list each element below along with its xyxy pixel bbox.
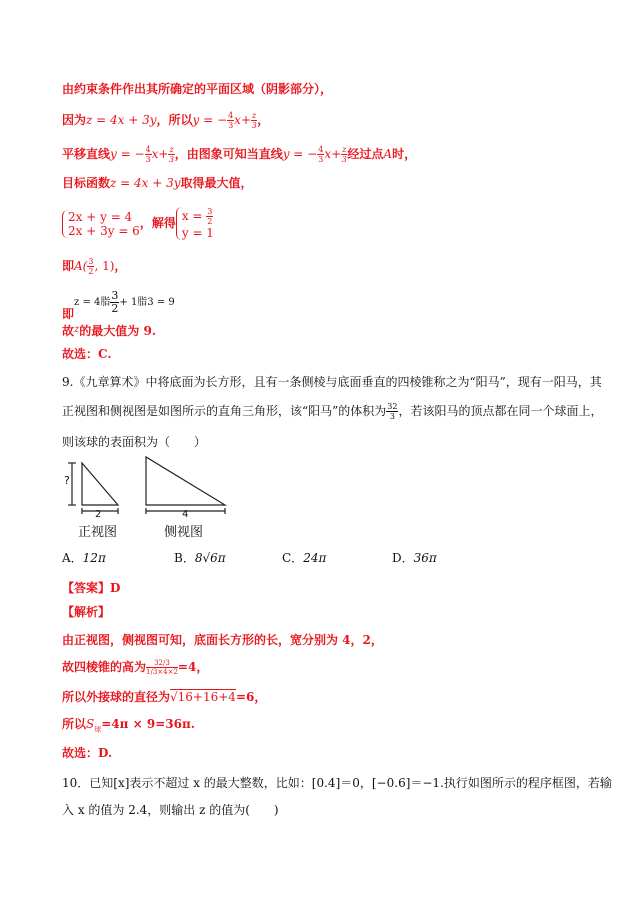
question-10-line-2: 入 x 的值为 2.4，则输出 z 的值为( ) (62, 803, 279, 817)
question-9-options (62, 550, 582, 568)
solution-line-max: 目标函数z = 4x + 3y取得最大值， (62, 176, 253, 190)
front-view-triangle (68, 463, 118, 514)
option-c[interactable]: C．24π (282, 551, 327, 565)
equation-system-1: 2x + y = 4 2x + 3y = 6 (62, 210, 140, 238)
solution-line-objective: 因为z = 4x + 3y，所以y = − $\frac{4}{3}$ x+ $\frac{z}{3}$ ， (62, 111, 270, 130)
solution-line-region: 由约束条件作出其所确定的平面区域（阴影部分）， (62, 82, 333, 96)
question-9-line-3: 则该球的表面积为（ ） (62, 435, 207, 449)
analysis-line-2: 故四棱锥的高为 $\frac{32/3}{1/3\times 4\times 2}$ =4， (62, 659, 209, 676)
analysis-label: 【解析】 (62, 605, 111, 619)
question-9-line-2: 正视图和侧视图是如图所示的直角三角形，该“阳马”的体积为 $\frac{32}{3}$ ，若该阳马的顶点都在同一个球面上， (62, 402, 603, 421)
side-view-caption: 侧视图 (164, 525, 204, 540)
front-view-base-label: 2 (95, 509, 102, 520)
front-view-height-label: ? (64, 474, 70, 487)
front-view-caption: 正视图 (78, 525, 118, 540)
option-a[interactable]: A．12π (62, 551, 106, 565)
solution-line-point: 即A( $\frac{3}{2}$ , 1)， (62, 257, 127, 276)
analysis-line-5: 故选：D. (62, 746, 113, 760)
option-d[interactable]: D．36π (392, 551, 437, 565)
equation-system-2: x = $\frac{3}{2}$ y = 1 (176, 207, 214, 240)
option-b[interactable]: B．8√6π (174, 551, 226, 565)
solution-line-system: 2x + y = 4 2x + 3y = 6 ，解得 x = $\frac{3}{2}$ y = 1 (62, 207, 214, 240)
analysis-line-3: 所以外接球的直径为√16+16+4=6， (62, 690, 267, 704)
solution-line-translate: 平移直线y = − $\frac{4}{3}$ x+ $\frac{z}{3}$ ，由图象可知当直线y = − $\frac{4}{3}$ x+ $\frac{z}{3}$ 经过点A时， (62, 145, 417, 164)
answer-label: 【答案】D (62, 581, 121, 595)
analysis-line-1: 由正视图，侧视图可知，底面长方形的长，宽分别为 4，2， (62, 633, 383, 647)
solution-line-choice: 故选：C. (62, 347, 112, 361)
side-view-base-label: 4 (182, 509, 189, 520)
question-10-line-1: 10．已知[x]表示不超过 x 的最大整数，比如：[0.4]＝0，[−0.6]＝−1.执行如图所示的程序框图，若输 (62, 776, 612, 790)
question-9-line-1: 9.《九章算术》中将底面为长方形，且有一条侧棱与底面垂直的四棱锥称之为“阳马”，现有一阳马，其 (62, 375, 602, 389)
side-view-triangle (146, 457, 225, 514)
solution-line-value: 即$^{z = 4脂 \frac{3}{2} + 1脂3 = 9}$ (62, 289, 175, 321)
solution-line-conclusion: 故$^z$的最大值为 9. (62, 324, 157, 338)
analysis-line-4: 所以$S_球=4\pi \times 9=36\pi$. (62, 717, 195, 734)
